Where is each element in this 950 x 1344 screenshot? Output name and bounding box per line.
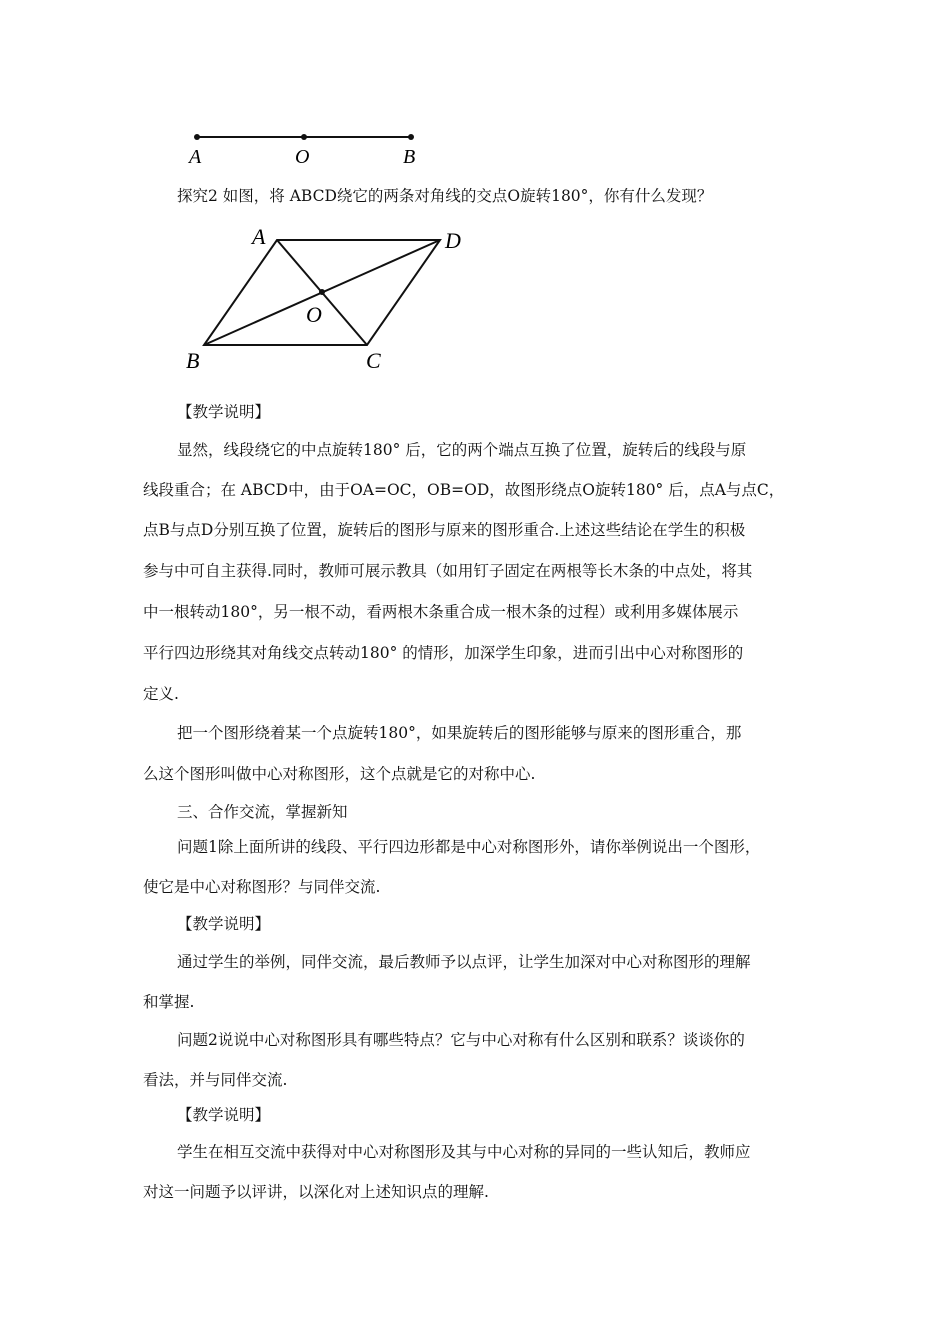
teaching-note-heading: 【教学说明】 [177,915,271,933]
paragraph-line: 参与中可自主获得.同时，教师可展示教具（如用钉子固定在两根等长木条的中点处，将其 [143,562,753,580]
paragraph-line: 学生在相互交流中获得对中心对称图形及其与中心对称的异同的一些认知后，教师应 [177,1143,751,1161]
paragraph-line: 通过学生的举例，同伴交流，最后教师予以点评，让学生加深对中心对称图形的理解 [177,953,751,971]
label-a: A [252,224,266,249]
point-a [194,134,200,140]
explore-2-text: 探究2 如图，将 ABCD绕它的两条对角线的交点O旋转180°，你有什么发现？ [177,187,713,205]
section-heading: 三、合作交流，掌握新知 [177,803,348,821]
paragraph-line: 中一根转动180°，另一根不动，看两根木条重合成一根木条的过程）或利用多媒体展示 [143,603,739,621]
label-o: O [295,146,310,168]
segment-figure [185,125,425,173]
paragraph-line: 平行四边形绕其对角线交点转动180° 的情形，加深学生印象，进而引出中心对称图形的 [143,644,744,662]
question-1-line: 使它是中心对称图形？与同伴交流. [143,878,381,896]
point-o [301,134,307,140]
label-b: B [186,348,200,373]
paragraph-line: 定义. [143,685,179,703]
point-b [408,134,414,140]
label-d: D [445,228,461,253]
definition-line: 么这个图形叫做中心对称图形，这个点就是它的对称中心. [143,765,536,783]
question-1-line: 问题1除上面所讲的线段、平行四边形都是中心对称图形外，请你举例说出一个图形， [177,838,761,856]
teaching-note-heading: 【教学说明】 [177,1106,271,1124]
teaching-note-heading: 【教学说明】 [177,403,271,421]
question-2-line: 看法，并与同伴交流. [143,1071,288,1089]
paragraph-line: 显然，线段绕它的中点旋转180° 后，它的两个端点互换了位置，旋转后的线段与原 [177,441,747,459]
definition-line: 把一个图形绕着某一个点旋转180°，如果旋转后的图形能够与原来的图形重合，那 [177,724,742,742]
parallelogram-figure [180,222,480,377]
paragraph-line: 对这一问题予以评讲，以深化对上述知识点的理解. [143,1183,489,1201]
label-c: C [366,348,381,373]
paragraph-line: 点B与点D分别互换了位置，旋转后的图形与原来的图形重合.上述这些结论在学生的积极 [143,521,746,539]
paragraph-line: 线段重合；在 ABCD中，由于OA=OC，OB=OD，故图形绕点O旋转180° 后，点A与点C， [143,481,785,499]
label-o: O [306,302,322,327]
label-b: B [403,146,416,168]
question-2-line: 问题2说说中心对称图形具有哪些特点？它与中心对称有什么区别和联系？谈谈你的 [177,1031,745,1049]
point-o [319,289,325,295]
label-a: A [189,146,202,168]
paragraph-line: 和掌握. [143,993,195,1011]
